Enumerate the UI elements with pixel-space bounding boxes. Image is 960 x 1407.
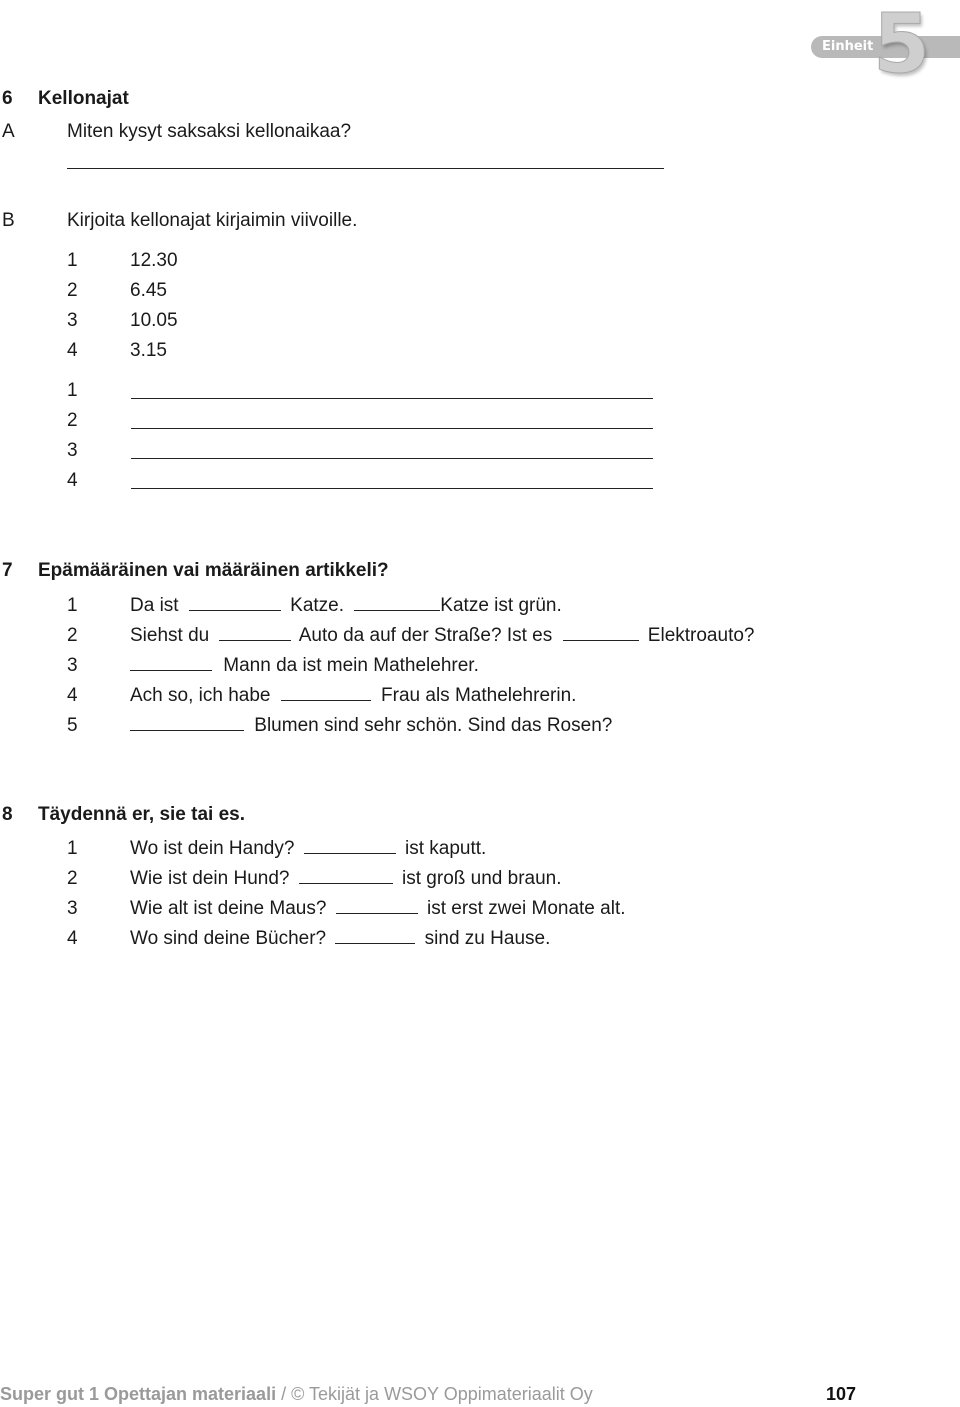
- answer-row: [67, 411, 130, 430]
- time-item: [67, 311, 178, 330]
- item-number: 4: [67, 340, 78, 361]
- answer-line[interactable]: [131, 428, 653, 429]
- time-value: 12.30: [130, 250, 178, 271]
- ex6-part-a-question: Miten kysyt saksaksi kellonaikaa?: [67, 121, 352, 142]
- fill-blank[interactable]: [336, 897, 418, 914]
- item-number: 5: [67, 715, 78, 736]
- time-value: 10.05: [130, 310, 178, 331]
- ex8-item: [67, 837, 486, 858]
- time-value: 3.15: [130, 340, 167, 361]
- answer-row: [67, 471, 130, 490]
- time-item: [67, 341, 167, 360]
- item-text: Wo sind deine Bücher?: [130, 928, 327, 949]
- ex8-item: [67, 867, 562, 888]
- item-text: Elektroauto?: [647, 625, 755, 646]
- page-number: 107: [826, 1384, 857, 1404]
- item-number: 3: [67, 310, 78, 331]
- item-number: 2: [67, 868, 78, 889]
- ex6-part-a-letter: A: [2, 121, 15, 142]
- item-text: ist kaputt.: [404, 838, 487, 859]
- fill-blank[interactable]: [304, 837, 396, 854]
- fill-blank[interactable]: [219, 624, 291, 641]
- item-number: 2: [67, 625, 78, 646]
- fill-blank[interactable]: [335, 927, 415, 944]
- ex7-item: [67, 714, 612, 735]
- item-text: Ach so, ich habe: [130, 685, 271, 706]
- item-number: 3: [67, 440, 78, 461]
- chapter-badge: [811, 0, 960, 92]
- chapter-number: 5: [873, 0, 931, 92]
- fill-blank[interactable]: [563, 624, 639, 641]
- item-number: 3: [67, 898, 78, 919]
- fill-blank[interactable]: [130, 714, 244, 731]
- answer-line[interactable]: [131, 458, 653, 459]
- time-item: [67, 281, 167, 300]
- answer-row: [67, 381, 130, 400]
- item-number: 3: [67, 655, 78, 676]
- item-number: 4: [67, 470, 78, 491]
- ex6-part-b-letter: B: [2, 210, 15, 231]
- ex6-answer-line-a[interactable]: [67, 168, 664, 169]
- ex7-item: [67, 654, 479, 675]
- item-text: Siehst du: [130, 625, 210, 646]
- item-text: Katze.: [290, 595, 345, 616]
- item-text: Auto da auf der Straße? Ist es: [298, 625, 553, 646]
- fill-blank[interactable]: [130, 654, 212, 671]
- item-text: Katze ist grün.: [440, 595, 562, 616]
- fill-blank[interactable]: [354, 594, 440, 611]
- ex8-item: [67, 927, 550, 948]
- footer-copyright: © Tekijät ja WSOY Oppimateriaalit Oy: [291, 1384, 593, 1404]
- item-text: Da ist: [130, 595, 179, 616]
- item-text: Frau als Mathelehrerin.: [381, 685, 577, 706]
- footer-book-title: Super gut 1 Opettajan materiaali: [0, 1384, 277, 1404]
- badge-label: Einheit: [822, 39, 874, 54]
- item-number: 1: [67, 250, 78, 271]
- ex7-item: [67, 594, 562, 615]
- footer: [0, 1385, 593, 1403]
- item-text: sind zu Hause.: [424, 928, 551, 949]
- fill-blank[interactable]: [299, 867, 393, 884]
- item-text: Wie ist dein Hund?: [130, 868, 290, 889]
- ex7-item: [67, 624, 754, 645]
- item-number: 4: [67, 685, 78, 706]
- ex7-title: Epämääräinen vai määräinen artikkeli?: [38, 560, 389, 581]
- answer-line[interactable]: [131, 398, 653, 399]
- footer-separator: /: [276, 1384, 292, 1404]
- item-text: Blumen sind sehr schön. Sind das Rosen?: [254, 715, 613, 736]
- ex8-title: Täydennä er, sie tai es.: [38, 804, 245, 825]
- time-value: 6.45: [130, 280, 167, 301]
- item-text: Wie alt ist deine Maus?: [130, 898, 327, 919]
- item-text: Mann da ist mein Mathelehrer.: [223, 655, 479, 676]
- fill-blank[interactable]: [281, 684, 371, 701]
- item-text: Wo ist dein Handy?: [130, 838, 295, 859]
- item-number: 1: [67, 380, 78, 401]
- item-text: ist erst zwei Monate alt.: [426, 898, 626, 919]
- ex8-number: 8: [2, 804, 13, 825]
- item-number: 2: [67, 280, 78, 301]
- ex6-title: Kellonajat: [38, 88, 129, 109]
- fill-blank[interactable]: [189, 594, 281, 611]
- item-number: 4: [67, 928, 78, 949]
- ex7-item: [67, 684, 576, 705]
- ex7-number: 7: [2, 560, 13, 581]
- answer-line[interactable]: [131, 488, 653, 489]
- answer-row: [67, 441, 130, 460]
- time-item: [67, 251, 178, 270]
- ex8-item: [67, 897, 626, 918]
- item-number: 1: [67, 838, 78, 859]
- item-text: ist groß und braun.: [402, 868, 562, 889]
- item-number: 2: [67, 410, 78, 431]
- ex6-part-b-instruction: Kirjoita kellonajat kirjaimin viivoille.: [67, 210, 358, 231]
- ex6-number: 6: [2, 88, 13, 109]
- item-number: 1: [67, 595, 78, 616]
